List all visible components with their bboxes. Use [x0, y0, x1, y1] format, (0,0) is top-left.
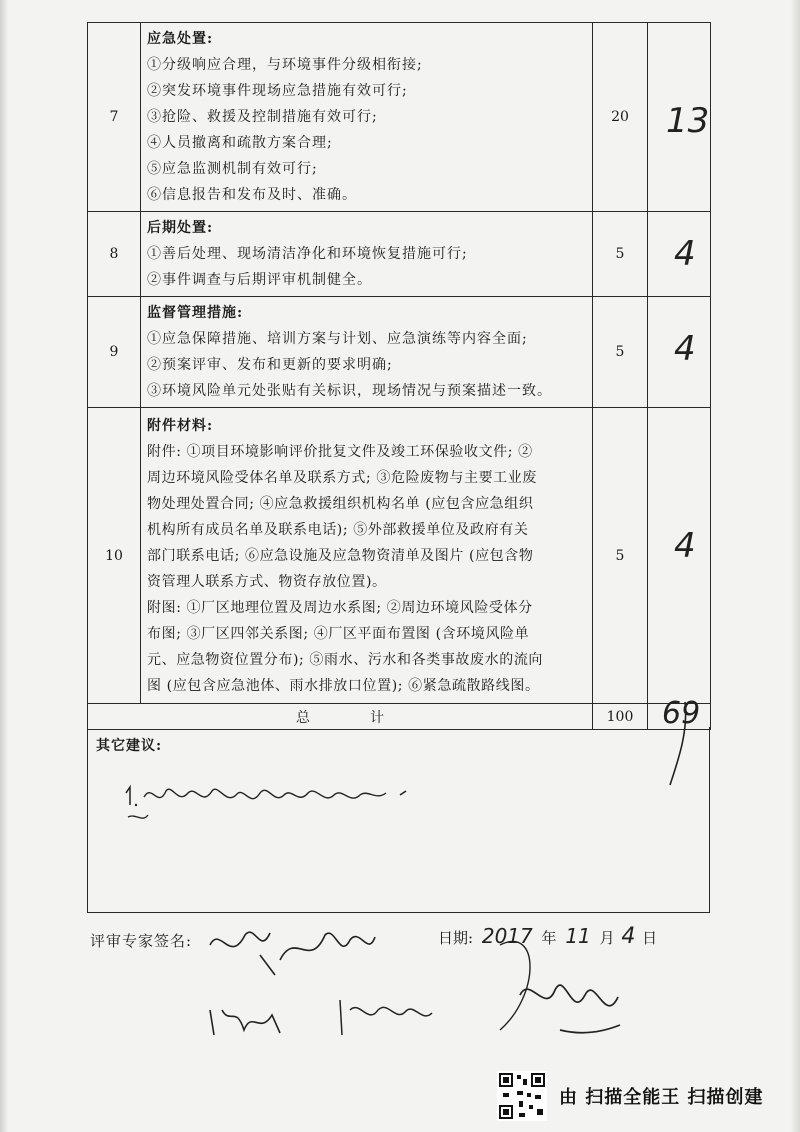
- handwritten-remark: [118, 765, 428, 825]
- item-title: 应急处置:: [147, 31, 214, 47]
- item-line: 周边环境风险受体名单及联系方式; ③危险废物与主要工业废: [147, 469, 537, 486]
- item-points: 20: [593, 23, 648, 212]
- date-month-handwritten: 11: [565, 924, 591, 948]
- date-label: 日期:: [438, 929, 474, 947]
- date-day-suffix: 日: [642, 929, 658, 947]
- item-line: ③环境风险单元处张贴有关标识，现场情况与预案描述一致。: [147, 383, 552, 399]
- total-points: 100: [593, 704, 648, 730]
- item-title: 监督管理措施:: [147, 305, 244, 321]
- scan-edge-right: [790, 0, 800, 1132]
- table-body: [88, 23, 711, 730]
- date-year-suffix: 年: [541, 929, 557, 947]
- item-title: 附件材料:: [147, 417, 214, 434]
- scan-edge-left: [0, 0, 8, 1132]
- item-score-cell: [648, 212, 711, 297]
- item-score-handwritten: 4: [674, 526, 696, 566]
- table-row: [88, 297, 711, 408]
- item-line: 元、应急物资位置分布); ⑤雨水、污水和各类事故废水的流向: [147, 651, 544, 668]
- item-number: 8: [88, 212, 141, 297]
- item-line: 附件: ①项目环境影响评价批复文件及竣工环保验收文件; ②: [147, 443, 533, 460]
- signature-label: 评审专家签名:: [90, 932, 193, 950]
- item-line: 资管理人联系方式、物资存放位置)。: [147, 573, 387, 590]
- total-row: [88, 704, 711, 730]
- item-line: ④人员撤离和疏散方案合理;: [147, 135, 333, 151]
- item-line: 物处理处置合同; ④应急救援组织机构名单 (应包含应急组织: [147, 495, 534, 512]
- item-line: 部门联系电话; ⑥应急设施及应急物资清单及图片 (应包含物: [147, 547, 534, 564]
- item-score-cell: [648, 23, 711, 212]
- item-line: ②突发环境事件现场应急措施有效可行;: [147, 83, 408, 99]
- item-number: 7: [88, 23, 141, 212]
- item-line: ③抢险、救援及控制措施有效可行;: [147, 109, 378, 125]
- item-score-cell: [648, 408, 711, 704]
- evaluation-table: [87, 22, 711, 730]
- item-content: [141, 23, 593, 212]
- item-number: 9: [88, 297, 141, 408]
- table-row: [88, 23, 711, 212]
- item-score-handwritten: 4: [674, 234, 696, 274]
- item-content: [141, 212, 593, 297]
- item-line: ②事件调查与后期评审机制健全。: [147, 272, 372, 288]
- item-points: 5: [593, 297, 648, 408]
- item-number: 10: [88, 408, 141, 704]
- item-line: ①分级响应合理，与环境事件分级相衔接;: [147, 57, 423, 73]
- item-line: ⑤应急监测机制有效可行;: [147, 161, 318, 177]
- total-label: 总计: [88, 704, 593, 730]
- remarks-box: [87, 727, 710, 913]
- scanner-watermark: [497, 1070, 764, 1122]
- item-score-handwritten: 4: [674, 329, 696, 369]
- item-score-handwritten: 13: [666, 101, 710, 141]
- table-row: [88, 408, 711, 704]
- item-line: 布图; ③厂区四邻关系图; ④厂区平面布置图 (含环境风险单: [147, 625, 530, 642]
- item-content: [141, 297, 593, 408]
- table-row: [88, 212, 711, 297]
- total-score-handwritten: 69: [662, 696, 701, 731]
- date-month-suffix: 月: [599, 929, 615, 947]
- item-line: ⑥信息报告和发布及时、准确。: [147, 187, 357, 203]
- scanner-watermark-text: 由 扫描全能王 扫描创建: [559, 1087, 764, 1108]
- qr-code-icon: [497, 1071, 547, 1121]
- date-line: [438, 924, 657, 949]
- item-line: 机构所有成员名单及联系电话); ⑤外部救援单位及政府有关: [147, 521, 529, 538]
- item-points: 5: [593, 408, 648, 704]
- item-line: 附图: ①厂区地理位置及周边水系图; ②周边环境风险受体分: [147, 599, 533, 616]
- item-line: 图 (应包含应急池体、雨水排放口位置); ⑥紧急疏散路线图。: [147, 677, 540, 694]
- item-points: 5: [593, 212, 648, 297]
- item-line: ①善后处理、现场清洁净化和环境恢复措施可行;: [147, 246, 468, 262]
- item-content: [141, 408, 593, 704]
- remarks-label: 其它建议:: [96, 738, 163, 754]
- item-line: ①应急保障措施、培训方案与计划、应急演练等内容全面;: [147, 331, 528, 347]
- date-year-handwritten: 2017: [481, 924, 533, 948]
- item-line: ②预案评审、发布和更新的要求明确;: [147, 357, 393, 373]
- date-day-handwritten: 4: [621, 924, 636, 949]
- item-title: 后期处置:: [147, 220, 214, 236]
- item-score-cell: [648, 297, 711, 408]
